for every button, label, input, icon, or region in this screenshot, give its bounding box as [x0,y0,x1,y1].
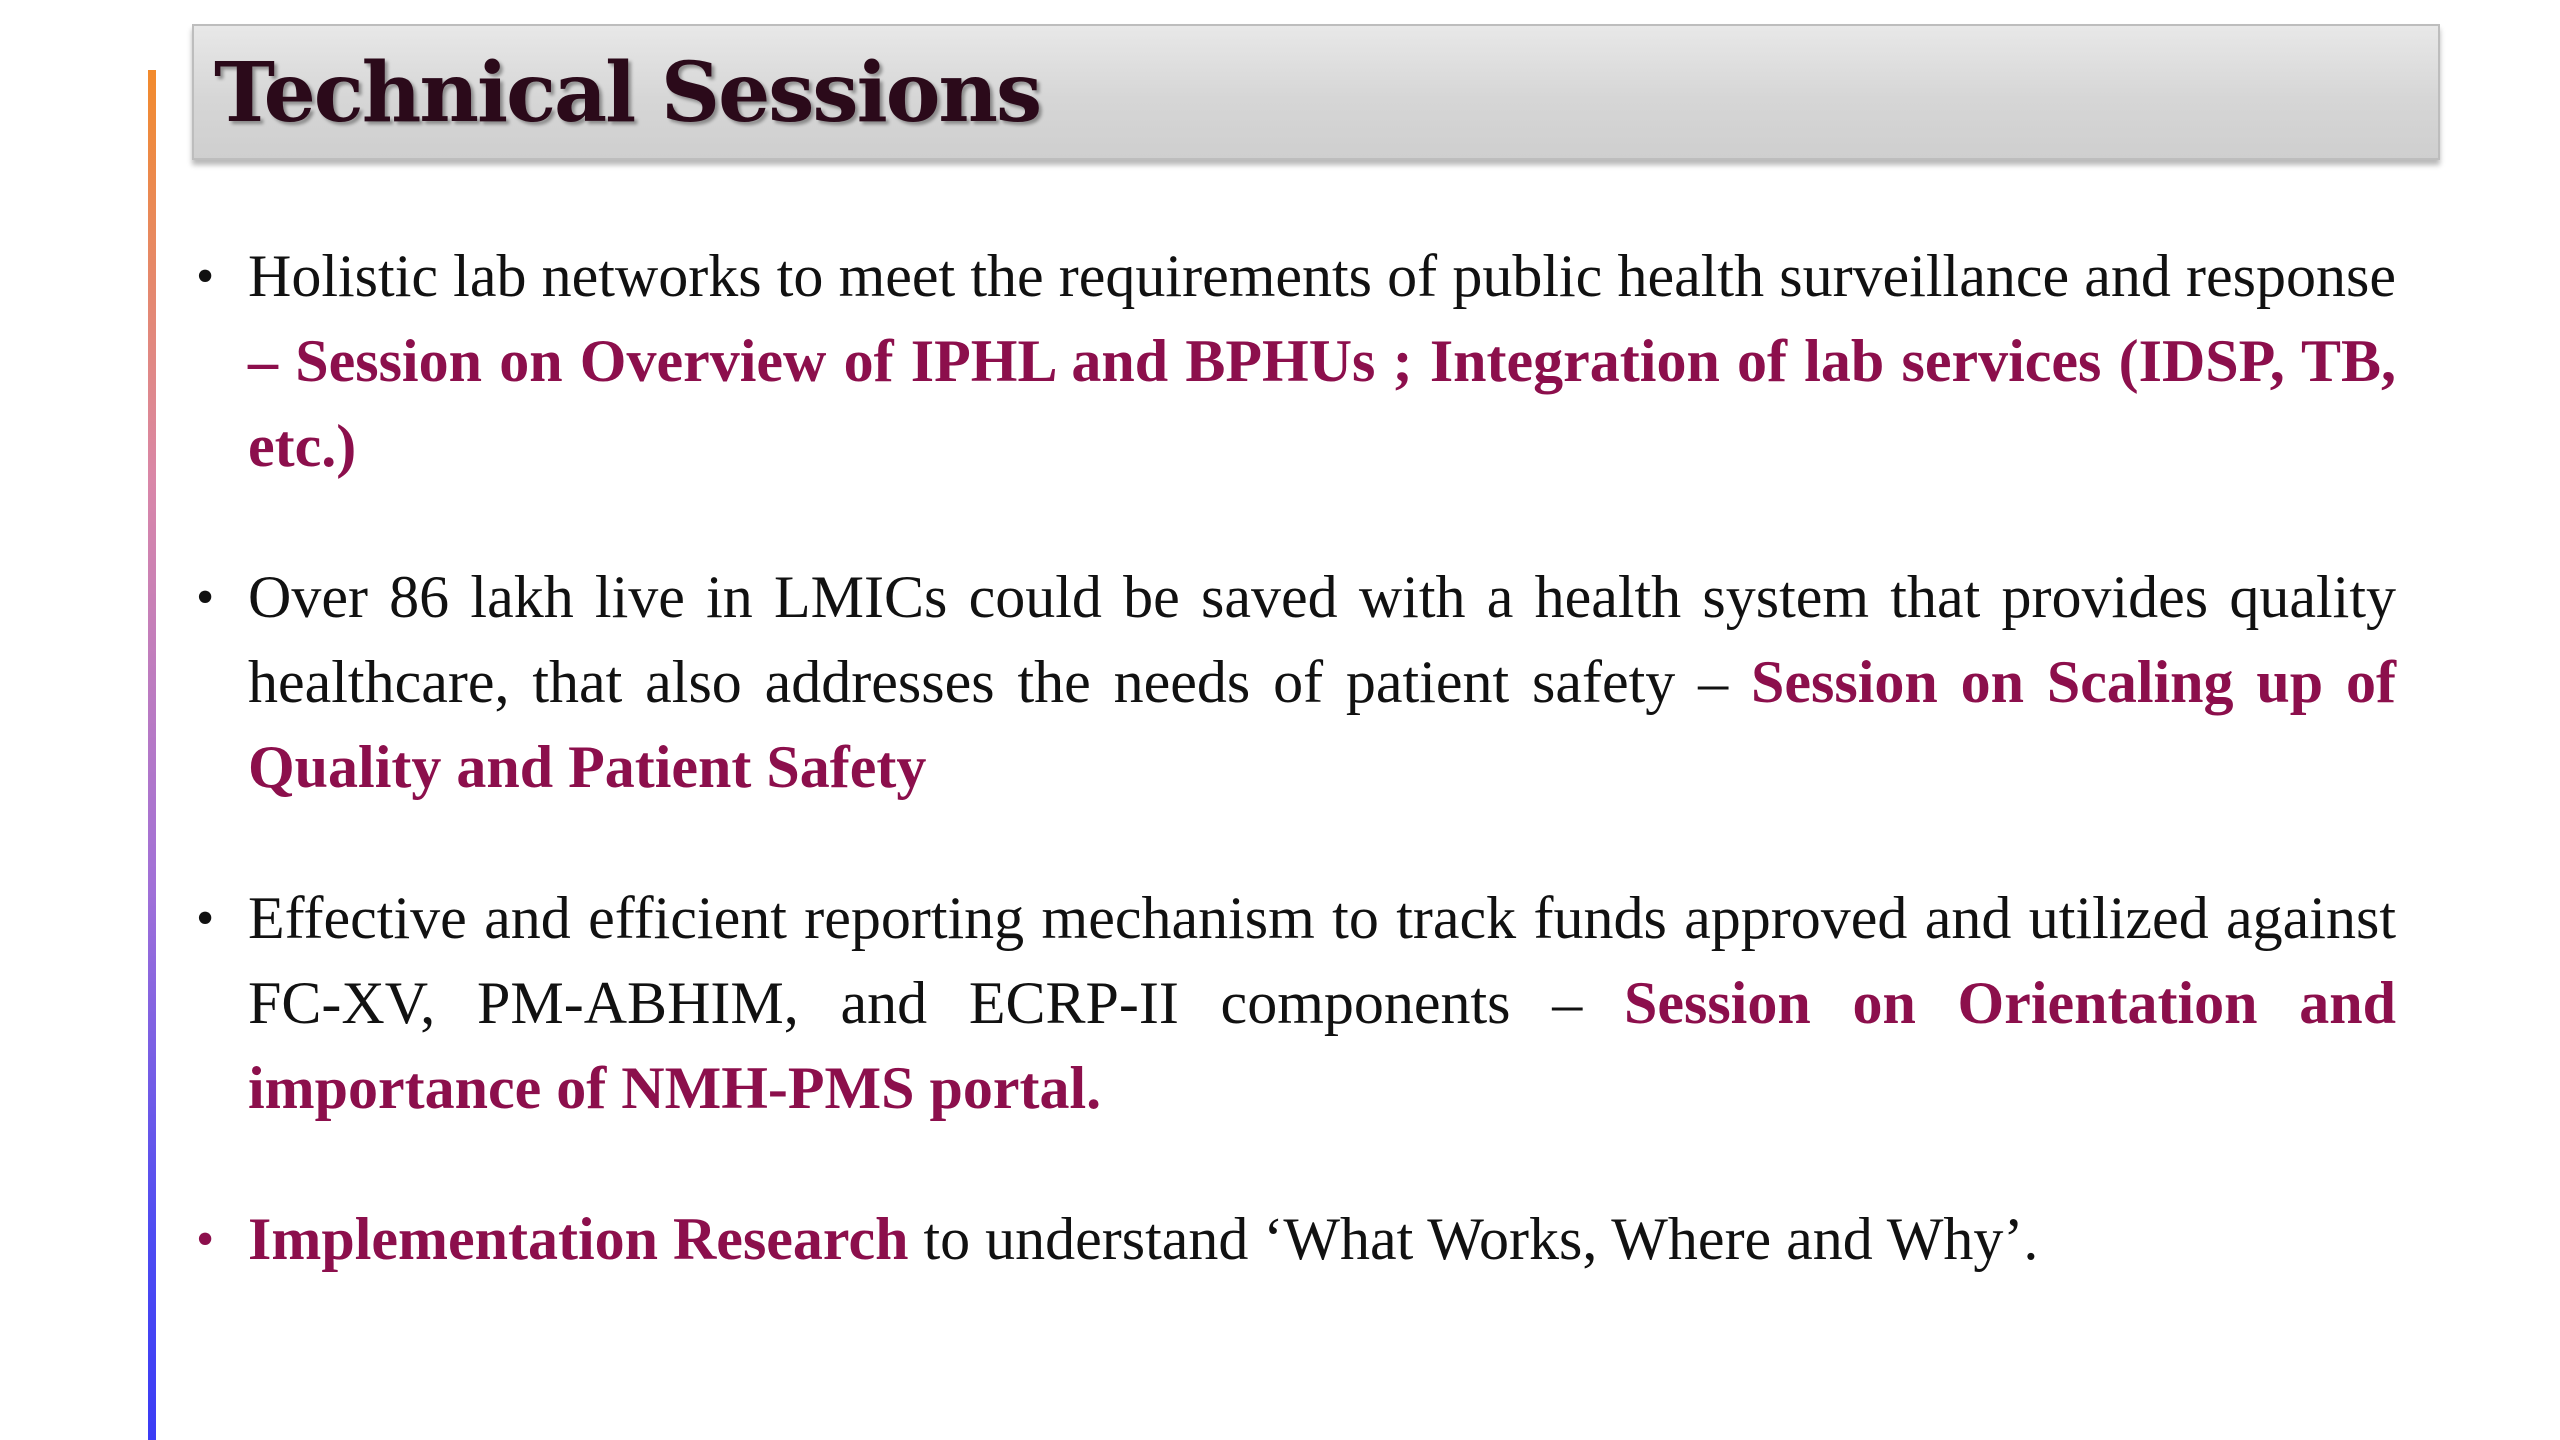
bullet-text: Over 86 lakh live in LMICs could be saved with a health system that provides quality healthcare, that also addresses the needs of patient safety – [248,564,2396,715]
bullet-item [196,876,2396,1131]
bullet-item [196,555,2396,810]
bullet-icon: • [196,569,215,626]
bullet-highlight: Session on Scaling up of Quality and Patient Safety [248,649,2396,800]
bullet-icon: • [196,1211,215,1268]
bullet-item [196,234,2396,489]
bullet-highlight: – Session on Overview of IPHL and BPHUs ; Integration of lab services (IDSP, TB, etc.) [248,328,2396,479]
bullet-highlight: Session on Orientation and importance of NMH-PMS portal. [248,970,2396,1121]
bullet-icon: • [196,890,215,947]
accent-bar [148,70,156,1440]
bullet-text: Effective and efficient reporting mechanism to track funds approved and utilized against FC-XV, PM-ABHIM, and ECRP-II components – [248,885,2396,1036]
bullet-list [196,234,2396,1348]
bullet-item [196,1197,2396,1282]
bullet-icon: • [196,248,215,305]
slide-title: Technical Sessions [214,45,1041,141]
bullet-text: Holistic lab networks to meet the requirements of public health surveillance and response [248,243,2396,309]
bullet-text: to understand ‘What Works, Where and Why’. [908,1206,2039,1272]
title-box [192,24,2440,160]
bullet-highlight: Implementation Research [248,1206,909,1272]
